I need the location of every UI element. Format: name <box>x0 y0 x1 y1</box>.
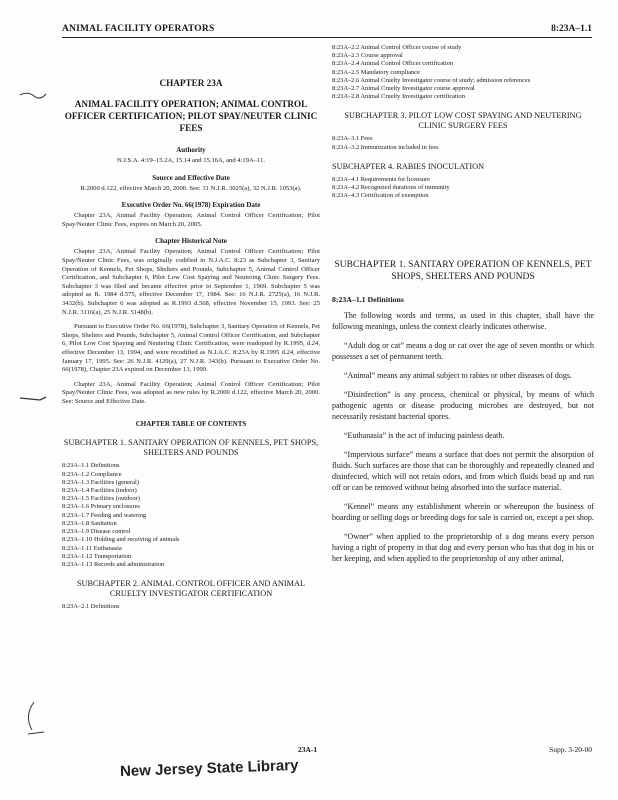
toc-entry: 8:23A–1.12 Transportation <box>62 552 132 560</box>
toc-entry: 8:23A–1.13 Records and administration <box>62 560 165 568</box>
running-header-left: ANIMAL FACILITY OPERATORS <box>62 24 215 34</box>
toc-entry: 8:23A–1.2 Compliance <box>62 470 122 478</box>
history-heading: Chapter Historical Note <box>155 237 227 246</box>
toc-entry: 8:23A–2.2 Animal Control Officer course of study <box>332 44 462 51</box>
toc-entry: 8:23A–4.3 Certification of exemption <box>332 192 429 200</box>
body-paragraph: The following words and terms, as used in this chapter, shall have the following meanings, unless the context clearly indicates otherwise. <box>332 311 594 332</box>
toc-entry: 8:23A–1.1 Definitions <box>62 462 120 470</box>
chapter-title: ANIMAL FACILITY OPERATION; ANIMAL CONTROL OFFICER CERTIFICATION; PILOT SPAY/NEUTER CLINIC FEES <box>64 99 318 133</box>
body-paragraph: “Animal” means any animal subject to rabies or other diseases of dogs. <box>344 371 572 381</box>
toc-entry: 8:23A–2.8 Animal Cruelty Investigator certification <box>332 93 465 101</box>
history-paragraph: Chapter 23A, Animal Facility Operation; Animal Control Officer Certification; Pilot Spay/Neuter Clinic Fees, was adopted as new rules by R.2000 d.122, effective March 20, 2000. See: Source and Effective Date. <box>62 380 320 405</box>
body-paragraph: “Euthanasia” is the act of inducing painless death. <box>344 431 505 441</box>
left-column <box>62 44 320 611</box>
subchapter-heading: SUBCHAPTER 1. SANITARY OPERATION OF KENNELS, PET SHOPS, SHELTERS AND POUNDS <box>334 260 592 282</box>
toc-entry: 8:23A–1.7 Feeding and watering <box>62 511 147 519</box>
source-text: R.2000 d.122, effective March 20, 2000. See: 31 N.J.R. 3025(a), 32 N.J.R. 1053(a). <box>80 184 302 192</box>
history-paragraph: Chapter 23A, Animal Facility Operation; Animal Control Officer Certification; Pilot Spay/Neuter Clinic Fees, was originally codified in N.J.A.C. 8:23 as Subchapter 3, Sanitary Operation of Kennels, Pet Shops, Shelters and Pounds, Subchapter 5, Animal Control Officer Certification, and Subchapter 6, Pilot Low Cost Spaying and Neutering Clinic Surgery Fees. Subchapter 3 was filed and became effective prior to September 1, 1969. Subchapter 5 was adopted as R. 1984 d.575, effective December 17, 1984. See: 16 N.J.R. 2725(a), 16 N.J.R. 3432(b). Subchapter 6 was adopted as R.1993 d.568, effective November 15, 1993. See: 25 N.J.R. 3116(a), 25 N.J.R. 5148(b). <box>62 248 320 316</box>
body-paragraph: “Kennel” means any establishment wherein or whereupon the business of boarding or selling dogs or breeding dogs for sale is carried on, except a pet shop. <box>332 502 594 523</box>
margin-mark-icon <box>18 700 48 740</box>
body-paragraph: “Disinfection” is any process, chemical or physical, by means of which pathogenic agents or disease producing microbes are destroyed, but not necessarily resistant bacterial spores. <box>332 390 594 422</box>
body-paragraph: “Adult dog or cat” means a dog or cat over the age of seven months or which possesses a set of permanent teeth. <box>332 341 594 362</box>
toc-subchapter-title: SUBCHAPTER 3. PILOT LOW COST SPAYING AND NEUTERING CLINIC SURGERY FEES <box>344 111 582 131</box>
toc-entry: 8:23A–2.3 Course approval <box>332 52 403 60</box>
toc-entry: 8:23A–1.5 Facilities (outdoor) <box>62 495 140 503</box>
history-paragraph: Pursuant to Executive Order No. 66(1978), Subchapter 3, Sanitary Operation of Kennels, Pet Shops, Shelters and Pounds, Subchapter 5, Animal Control Officer Certification, and Subchapter 6, Pilot Low Cost Spaying and Neutering Clinic Certification, were readopted by R.1995, d.24, effective December 13, 1994, and were recodified as N.J.A.C. 8:23A by R.1995 d.24, effective January 17, 1995. See: 26 N.J.R. 4129(a), 27 N.J.R. 343(b). Pursuant to Executive Order No. 66(1978), Chapter 23A expired on December 13, 1999. <box>62 323 320 374</box>
toc-entry: 8:23A–2.6 Animal Cruelty Investigator course of study; admission references <box>332 76 531 84</box>
toc-list <box>332 44 594 101</box>
toc-entry: 8:23A–1.10 Holding and receiving of animals <box>62 536 180 544</box>
toc-entry: 8:23A–1.8 Sanitation <box>62 519 117 527</box>
toc-heading: CHAPTER TABLE OF CONTENTS <box>135 420 247 429</box>
toc-subchapter-title: SUBCHAPTER 4. RABIES INOCULATION <box>332 161 485 171</box>
toc-entry: 8:23A–4.2 Recognized durations of immunity <box>332 184 450 192</box>
margin-mark-icon <box>18 392 48 406</box>
expiration-heading: Executive Order No. 66(1978) Expiration Date <box>121 201 261 210</box>
toc-entry: 8:23A–3.2 Immunization included in fees <box>332 143 439 151</box>
toc-entry: 8:23A–4.1 Requirements for licensure <box>332 175 430 183</box>
body-paragraph: “Impervious surface” means a surface that does not permit the absorption of fluids. Such surfaces are those that can be thoroughly and repeatedly cleaned and disinfected, which will not retain odors, and from which fluids bead up and run off or can be removed without being absorbed into the surface material. <box>332 450 594 493</box>
toc-entry: 8:23A–1.9 Disease control <box>62 528 131 536</box>
toc-entry: 8:23A–2.7 Animal Cruelty Investigator course approval <box>332 85 475 93</box>
supplement-date: Supp. 3-20-00 <box>549 745 592 754</box>
toc-entry: 8:23A–1.6 Primary enclosures <box>62 503 140 511</box>
toc-entry: 8:23A–3.1 Fees <box>332 135 373 143</box>
toc-entry: 8:23A–2.1 Definitions <box>62 603 120 611</box>
toc-entry: 8:23A–2.4 Animal Control Officer certification <box>332 60 454 68</box>
toc-list <box>62 462 320 569</box>
toc-subchapter-title: SUBCHAPTER 2. ANIMAL CONTROL OFFICER AND ANIMAL CRUELTY INVESTIGATOR CERTIFICATION <box>76 579 306 599</box>
toc-subchapter-title: SUBCHAPTER 1. SANITARY OPERATION OF KENNELS, PET SHOPS, SHELTERS AND POUNDS <box>63 438 319 458</box>
margin-mark-icon <box>18 88 48 102</box>
section-heading: 8:23A–1.1 Definitions <box>332 295 404 305</box>
running-header-right: 8:23A–1.1 <box>551 24 592 34</box>
toc-entry: 8:23A–1.3 Facilities (general) <box>62 478 139 486</box>
authority-text: N.J.S.A. 4:19–15.2A, 15.14 and 15.16A, and 4:19A–11. <box>116 157 266 164</box>
library-stamp: New Jersey State Library <box>119 756 299 781</box>
page-number: 23A-1 <box>298 745 318 754</box>
expiration-text: Chapter 23A, Animal Facility Operation; Animal Control Officer Certification; Pilot Spay/Neuter Clinic Fees, expires on March 20, 2005. <box>62 212 320 228</box>
toc-entry: 8:23A–1.4 Facilities (indoor) <box>62 487 137 495</box>
right-column <box>332 44 594 572</box>
chapter-number: CHAPTER 23A <box>159 78 223 88</box>
source-heading: Source and Effective Date <box>152 173 230 182</box>
header-rule <box>62 37 592 38</box>
authority-heading: Authority <box>176 146 206 154</box>
toc-entry: 8:23A–1.11 Euthanasia <box>62 544 122 552</box>
toc-entry: 8:23A–2.5 Mandatory compliance <box>332 68 420 76</box>
body-paragraph: “Owner” when applied to the proprietorship of a dog means every person having a right of property in that dog and every person who has that dog in his or her keeping, and when applied to the proprietorship of any other animal, <box>332 532 594 564</box>
